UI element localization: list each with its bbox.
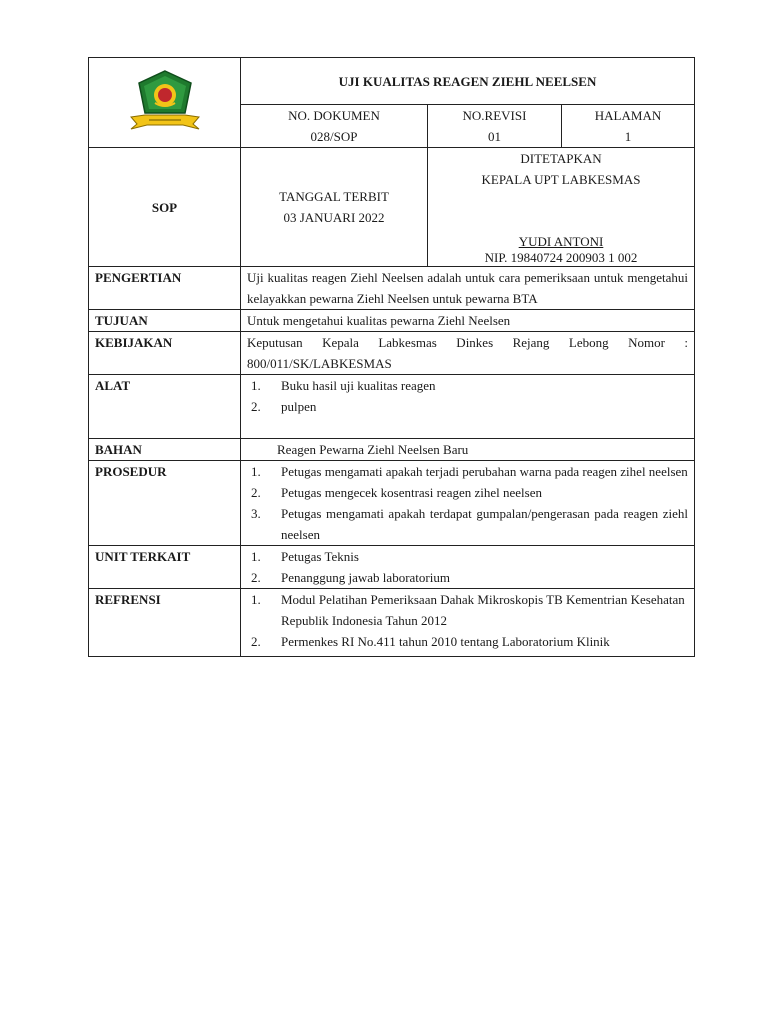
list-item-text: pulpen	[281, 399, 317, 414]
sop-header-table	[88, 57, 695, 267]
row-kebijakan	[89, 332, 695, 375]
page-cell	[562, 105, 695, 148]
document-title: UJI KUALITAS REAGEN ZIEHL NEELSEN	[241, 58, 695, 105]
list-item-number: 2.	[251, 485, 261, 500]
list-item-text: Petugas mengecek kosentrasi reagen zihel neelsen	[281, 485, 542, 500]
pengertian-label: PENGERTIAN	[89, 267, 241, 310]
issue-date-label: TANGGAL TERBIT	[279, 189, 389, 204]
approver-title: KEPALA UPT LABKESMAS	[481, 172, 641, 187]
row-bahan	[89, 439, 695, 461]
bahan-label: BAHAN	[89, 439, 241, 461]
tujuan-text: Untuk mengetahui kualitas pewarna Ziehl Neelsen	[241, 310, 695, 332]
row-tujuan	[89, 310, 695, 332]
prosedur-list	[241, 461, 695, 546]
unit-terkait-label: UNIT TERKAIT	[89, 546, 241, 589]
bahan-text: Reagen Pewarna Ziehl Neelsen Baru	[241, 439, 695, 461]
approval-cell	[428, 148, 695, 267]
list-item-text: Modul Pelatihan Pemeriksaan Dahak Mikroskopis TB Kementrian Kesehatan Republik Indonesia Tahun 2012	[281, 592, 685, 628]
list-item	[247, 503, 688, 545]
list-item-number: 1.	[251, 464, 261, 479]
list-item	[247, 461, 688, 482]
row-alat	[89, 375, 695, 439]
list-item	[247, 567, 688, 588]
list-item-text: Permenkes RI No.411 tahun 2010 tentang Laboratorium Klinik	[281, 634, 610, 649]
row-prosedur	[89, 461, 695, 546]
regency-emblem-icon	[125, 67, 205, 133]
sop-label: SOP	[89, 148, 241, 267]
list-item-text: Buku hasil uji kualitas reagen	[281, 378, 436, 393]
unit-terkait-list	[241, 546, 695, 589]
approver-nip: NIP. 19840724 200903 1 002	[484, 250, 638, 265]
list-item	[247, 396, 688, 417]
kebijakan-label: KEBIJAKAN	[89, 332, 241, 375]
revision-label: NO.REVISI	[462, 108, 527, 123]
revision-value: 01	[488, 129, 501, 144]
list-item	[247, 546, 688, 567]
pengertian-text: Uji kualitas reagen Ziehl Neelsen adalah untuk cara pemeriksaan untuk mengetahui kelayakkan pewarna Ziehl Neelsen untuk pewarna BTA	[241, 267, 695, 310]
list-item	[247, 589, 688, 631]
row-refrensi	[89, 589, 695, 657]
approver-name: YUDI ANTONI	[518, 234, 604, 249]
list-item-number: 1.	[251, 549, 261, 564]
issue-date-value: 03 JANUARI 2022	[283, 210, 385, 225]
list-item-number: 1.	[251, 378, 261, 393]
list-item-number: 2.	[251, 399, 261, 414]
approved-label: DITETAPKAN	[520, 151, 602, 166]
page-label: HALAMAN	[594, 108, 662, 123]
page-value: 1	[624, 129, 632, 144]
sop-document	[88, 57, 694, 657]
list-item	[247, 482, 688, 503]
list-item-text: Petugas Teknis	[281, 549, 359, 564]
list-item-number: 2.	[251, 634, 261, 649]
refrensi-list	[241, 589, 695, 657]
alat-label: ALAT	[89, 375, 241, 439]
list-item-text: Petugas mengamati apakah terdapat gumpalan/pengerasan pada reagen ziehl neelsen	[281, 506, 688, 542]
row-unit-terkait	[89, 546, 695, 589]
row-pengertian	[89, 267, 695, 310]
issue-date-cell	[241, 148, 428, 267]
doc-number-cell	[241, 105, 428, 148]
alat-list	[241, 375, 695, 439]
kebijakan-text: Keputusan Kepala Labkesmas Dinkes Rejang Lebong Nomor : 800/011/SK/LABKESMAS	[241, 332, 695, 375]
doc-number-label: NO. DOKUMEN	[288, 108, 380, 123]
list-item-number: 2.	[251, 570, 261, 585]
list-item-number: 3.	[251, 506, 261, 521]
list-item-text: Penanggung jawab laboratorium	[281, 570, 450, 585]
tujuan-label: TUJUAN	[89, 310, 241, 332]
prosedur-label: PROSEDUR	[89, 461, 241, 546]
list-item-number: 1.	[251, 592, 261, 607]
doc-number-value: 028/SOP	[310, 129, 358, 144]
sop-body-table	[88, 267, 695, 657]
logo-cell	[89, 58, 241, 148]
revision-cell	[428, 105, 562, 148]
refrensi-label: REFRENSI	[89, 589, 241, 657]
list-item	[247, 375, 688, 396]
list-item-text: Petugas mengamati apakah terjadi perubahan warna pada reagen zihel neelsen	[281, 464, 688, 479]
list-item	[247, 631, 688, 652]
